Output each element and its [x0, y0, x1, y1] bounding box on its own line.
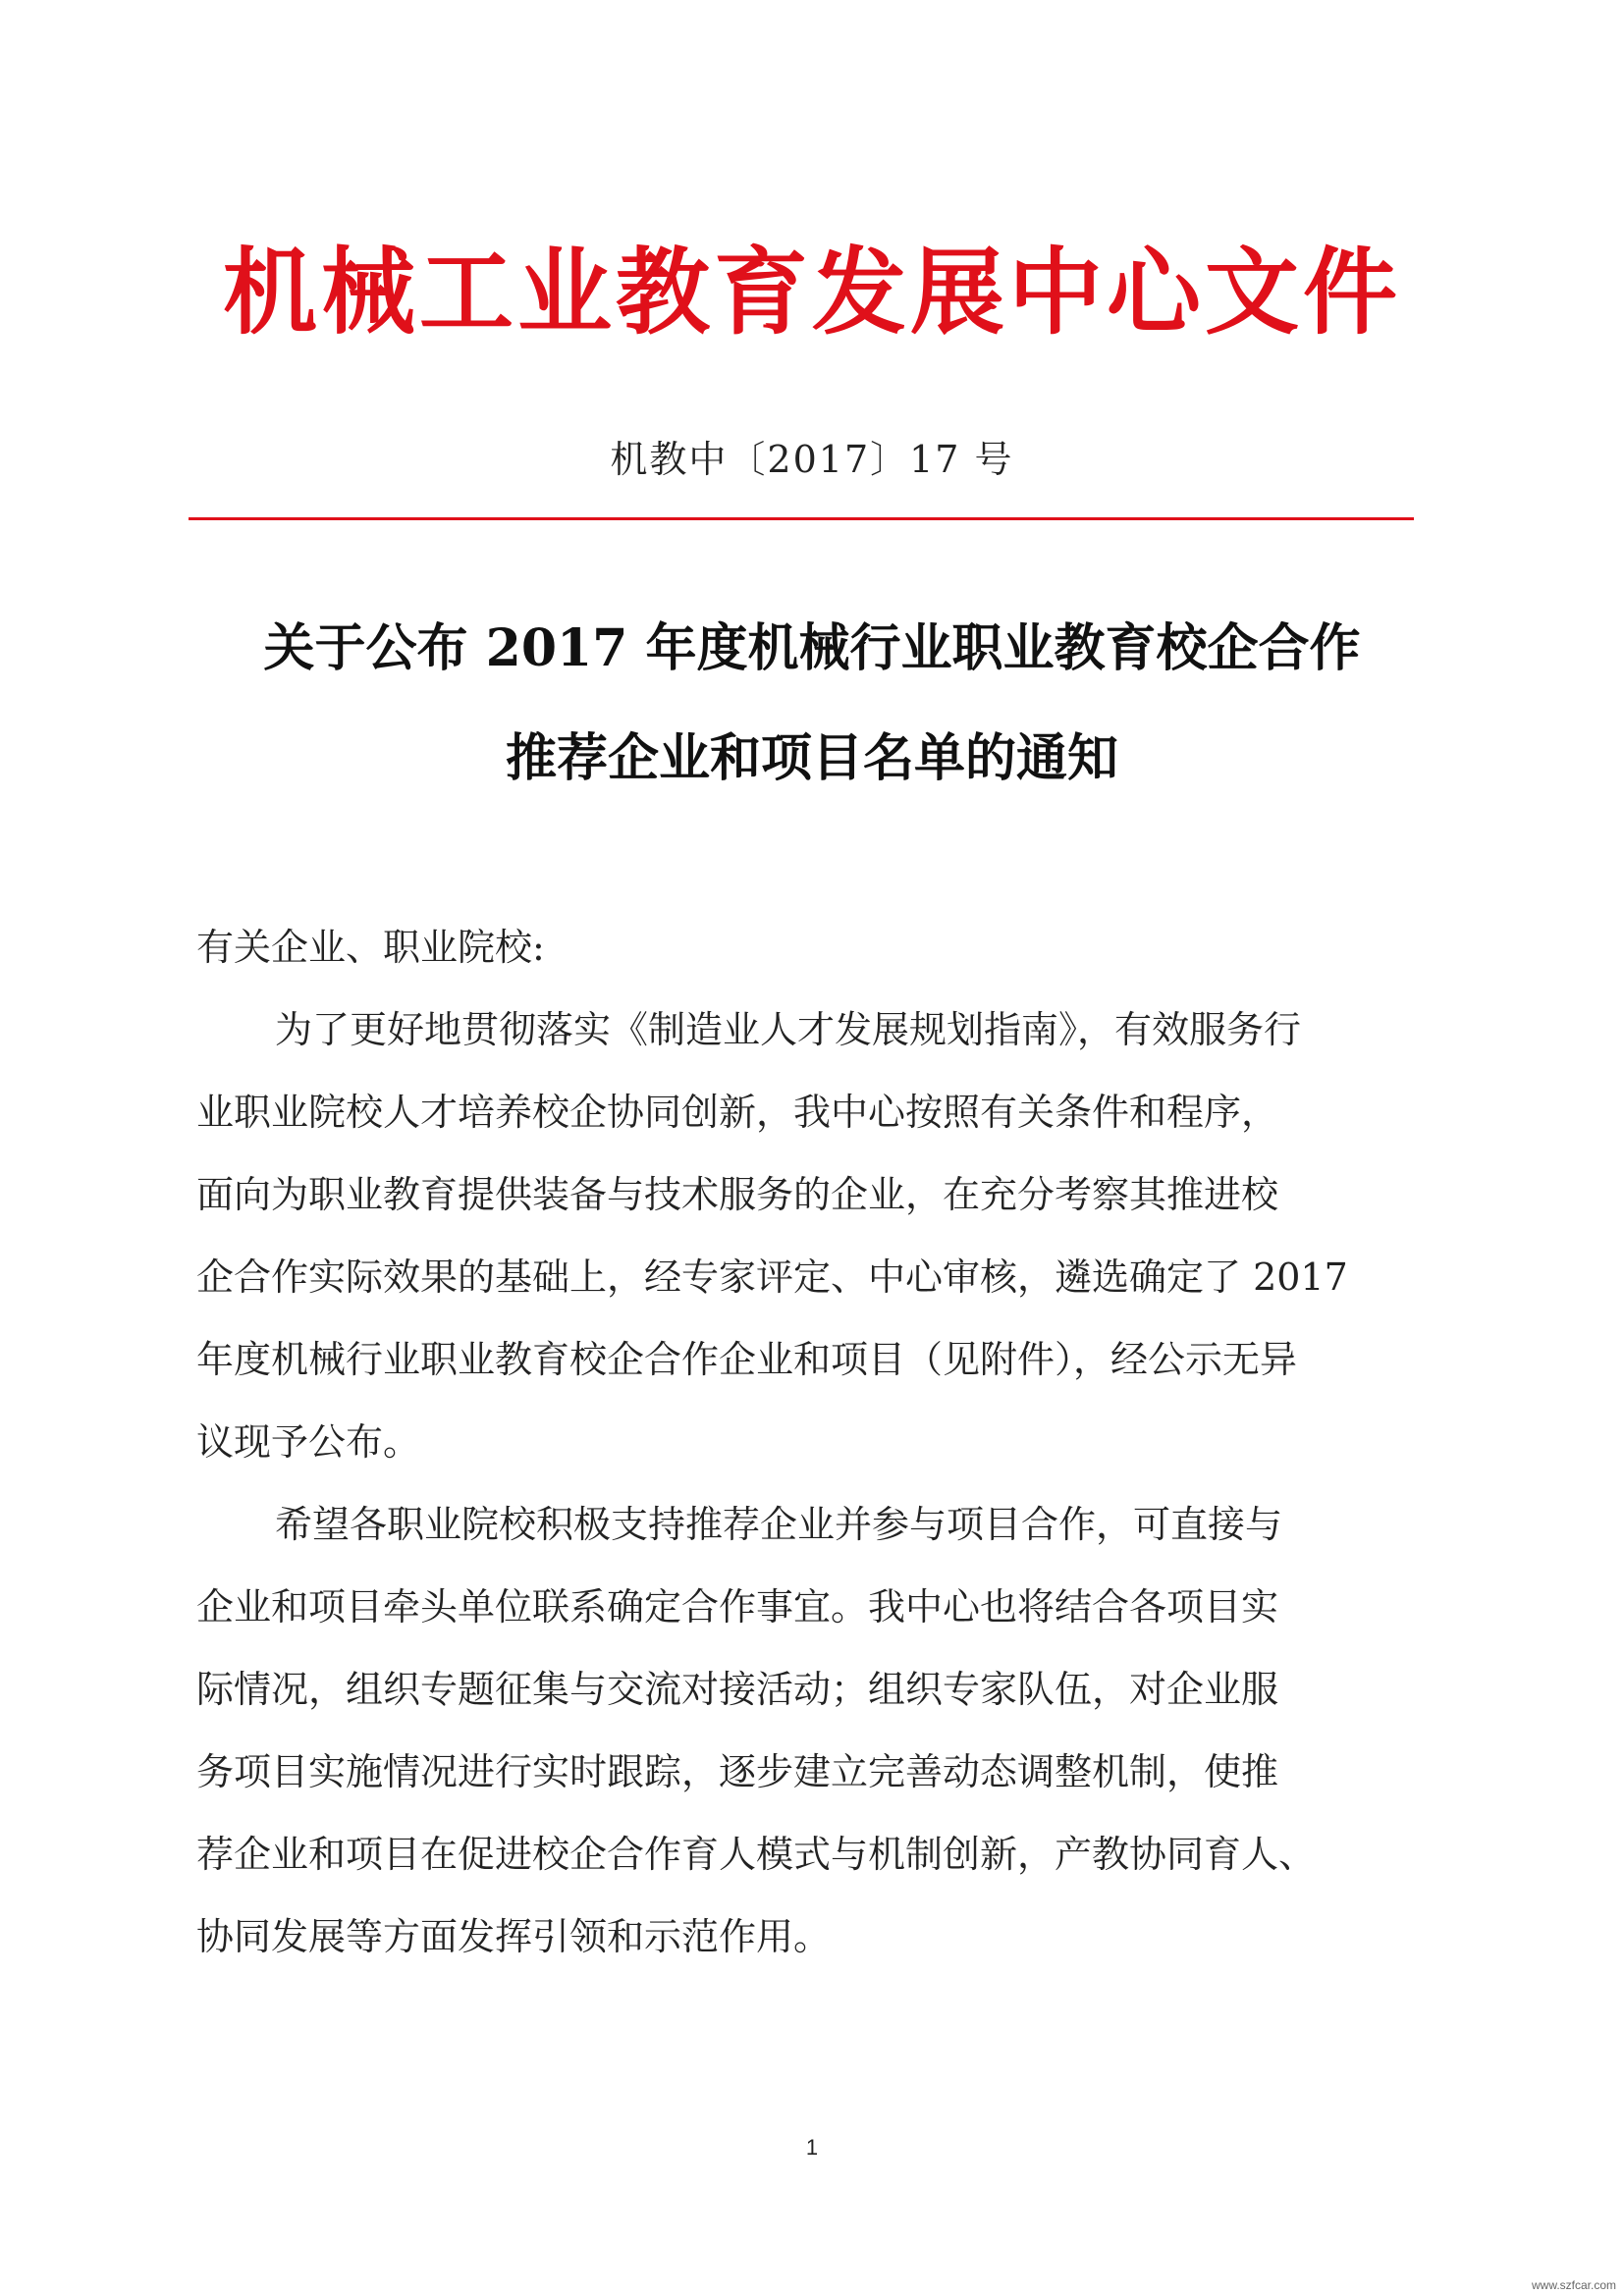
paragraph-1-line: 面向为职业教育提供装备与技术服务的企业，在充分考察其推进校: [196, 1173, 1279, 1216]
source-watermark: www.szfcar.com: [1531, 2278, 1616, 2292]
paragraph-1-line: 年度机械行业职业教育校企合作企业和项目（见附件），经公示无异: [196, 1338, 1298, 1381]
paragraph-2-line: 协同发展等方面发挥引领和示范作用。: [196, 1915, 832, 1958]
notice-title-line-2: 推荐企业和项目名单的通知: [505, 728, 1118, 788]
notice-title-line-1: 关于公布 2017 年度机械行业职业教育校企合作: [263, 618, 1361, 678]
paragraph-2-line: 际情况，组织专题征集与交流对接活动；组织专家队伍，对企业服: [196, 1668, 1279, 1711]
issuer-header-title: 机械工业教育发展中心文件: [223, 237, 1401, 347]
page-number: 1: [805, 2135, 819, 2160]
paragraph-2-line: 荐企业和项目在促进校企合作育人模式与机制创新，产教协同育人、: [196, 1833, 1317, 1876]
paragraph-1-line: 议现予公布。: [196, 1420, 421, 1464]
document-number: 机教中〔2017〕17 号: [610, 438, 1014, 481]
paragraph-1-line: 企合作实际效果的基础上，经专家评定、中心审核，遴选确定了 2017: [196, 1255, 1348, 1299]
paragraph-2-line: 务项目实施情况进行实时跟踪，逐步建立完善动态调整机制，使推: [196, 1750, 1279, 1793]
paragraph-2-line: 希望各职业院校积极支持推荐企业并参与项目合作，可直接与: [275, 1503, 1283, 1546]
paragraph-1-line: 为了更好地贯彻落实《制造业人才发展规划指南》，有效服务行: [275, 1008, 1302, 1051]
paragraph-1-line: 业职业院校人才培养校企协同创新，我中心按照有关条件和程序，: [196, 1091, 1279, 1134]
salutation: 有关企业、职业院校:: [196, 926, 545, 969]
paragraph-2-line: 企业和项目牵头单位联系确定合作事宜。我中心也将结合各项目实: [196, 1585, 1279, 1629]
red-divider-line: [189, 517, 1414, 520]
